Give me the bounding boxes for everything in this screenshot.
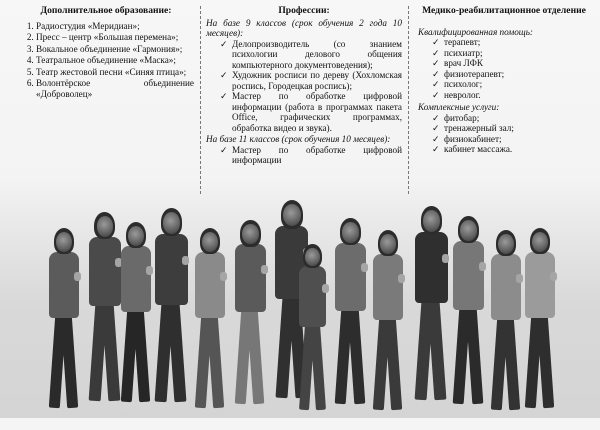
head <box>163 212 180 234</box>
leg <box>465 307 483 403</box>
student-figure <box>522 228 556 418</box>
head <box>242 224 258 244</box>
grade9-professions-list <box>206 39 402 133</box>
torso <box>155 234 187 305</box>
list-item: ✓ физиотерапевт; <box>432 69 590 79</box>
student-figure <box>488 230 522 420</box>
torso <box>299 266 327 327</box>
list-item: ✓ терапевт; <box>432 37 590 47</box>
student-figure <box>192 228 226 418</box>
list-item: ✓ кабинет массажа. <box>432 144 590 154</box>
list-item: ✓ врач ЛФК <box>432 58 590 68</box>
column-divider <box>200 6 201 194</box>
torso <box>373 254 403 320</box>
torso <box>415 232 447 303</box>
torso <box>121 246 151 312</box>
page-bottom-edge <box>0 418 600 430</box>
medical-rehab-title: Медико-реабилитационное отделение <box>422 5 586 16</box>
student-figure <box>296 244 327 419</box>
thumbs-up-hand <box>220 272 227 281</box>
professions-column <box>206 6 402 166</box>
head <box>532 232 548 252</box>
thumbs-up-hand <box>550 272 557 281</box>
student-figure <box>118 222 152 412</box>
list-item: ✓ фитобар; <box>432 113 590 123</box>
list-item: 3. Вокальное объединение «Гармония»; <box>36 44 194 54</box>
torso <box>491 254 521 320</box>
leg <box>133 310 150 403</box>
head <box>460 220 477 241</box>
torso <box>335 243 366 311</box>
head <box>56 232 72 252</box>
leg <box>537 316 554 409</box>
head <box>202 232 218 252</box>
head <box>380 234 396 254</box>
list-item: ✓ психолог; <box>432 79 590 89</box>
list-item: 4. Театральное объединение «Маска»; <box>36 55 194 65</box>
thumbs-up-hand <box>322 284 329 293</box>
leg <box>310 325 326 410</box>
list-item: ✓ Мастер по обработке цифровой информации <box>220 145 402 166</box>
torso <box>235 244 266 311</box>
additional-education-list <box>18 21 194 99</box>
leg <box>168 303 187 403</box>
leg <box>207 316 224 409</box>
leg <box>428 301 447 401</box>
head <box>305 248 320 266</box>
student-figure <box>450 216 485 414</box>
student-figure <box>412 206 449 411</box>
list-item: ✓ физиокабинет; <box>432 134 590 144</box>
list-item: 6. Волонтёрское объединение «Доброволец» <box>36 78 194 99</box>
student-figure <box>86 212 122 412</box>
grade11-professions-list <box>206 145 402 166</box>
leg <box>347 308 365 403</box>
head <box>423 210 440 232</box>
additional-education-column <box>18 6 194 100</box>
head <box>283 204 301 226</box>
thumbs-up-hand <box>261 265 268 274</box>
list-item: ✓ невролог. <box>432 90 590 100</box>
student-figure <box>370 230 404 420</box>
complex-services-list <box>418 113 590 155</box>
student-figure <box>46 228 80 418</box>
list-item: ✓ Мастер по обработке цифровой информации (работа в программах пакета Office, графических программах, обработка видео и звука). <box>220 91 402 133</box>
list-item: ✓ психиатр; <box>432 48 590 58</box>
thumbs-up-hand <box>479 262 486 271</box>
medical-rehab-column <box>418 6 590 155</box>
grade9-subheading: На базе 9 классов (срок обучения 2 года 10 месяцев): <box>206 17 402 39</box>
student-figure <box>232 220 267 414</box>
list-item: ✓ Делопроизводитель (со знанием психологии делового общения компьютерного документоведения); <box>220 39 402 70</box>
list-item: ✓ тренажерный зал; <box>432 123 590 133</box>
thumbs-up-hand <box>182 256 189 265</box>
group-photo <box>40 200 560 416</box>
complex-services-subheading: Комплексные услуги: <box>418 102 500 113</box>
torso <box>453 241 484 310</box>
thumbs-up-hand <box>442 254 449 263</box>
qualified-help-list <box>418 37 590 100</box>
head <box>128 226 144 246</box>
head <box>342 222 358 243</box>
column-divider <box>408 6 409 194</box>
head <box>498 234 514 254</box>
list-item: 1. Радиостудия «Меридиан»; <box>36 21 194 31</box>
thumbs-up-hand <box>361 263 368 272</box>
professions-title: Профессии: <box>278 5 330 16</box>
leg <box>247 309 265 403</box>
student-figure <box>332 218 367 414</box>
torso <box>525 252 555 318</box>
leg <box>61 316 78 409</box>
leg <box>385 318 402 411</box>
thumbs-up-hand <box>398 274 405 283</box>
list-item: ✓ Художник росписи по дереву (Хохломская роспись, Городецкая роспись); <box>220 70 402 91</box>
torso <box>195 252 225 318</box>
list-item: 2. Пресс – центр «Большая перемена»; <box>36 32 194 42</box>
torso <box>49 252 79 318</box>
qualified-help-subheading: Квалифицированная помощь: <box>418 26 533 37</box>
student-figure <box>152 208 189 413</box>
leg <box>503 318 520 411</box>
grade11-subheading: На базе 11 классов (срок обучения 10 месяцев): <box>206 134 391 145</box>
additional-education-title: Дополнительное образование: <box>40 5 172 16</box>
list-item: 5. Театр жестовой песни «Синяя птица»; <box>36 67 194 77</box>
thumbs-up-hand <box>74 272 81 281</box>
torso <box>89 237 121 306</box>
